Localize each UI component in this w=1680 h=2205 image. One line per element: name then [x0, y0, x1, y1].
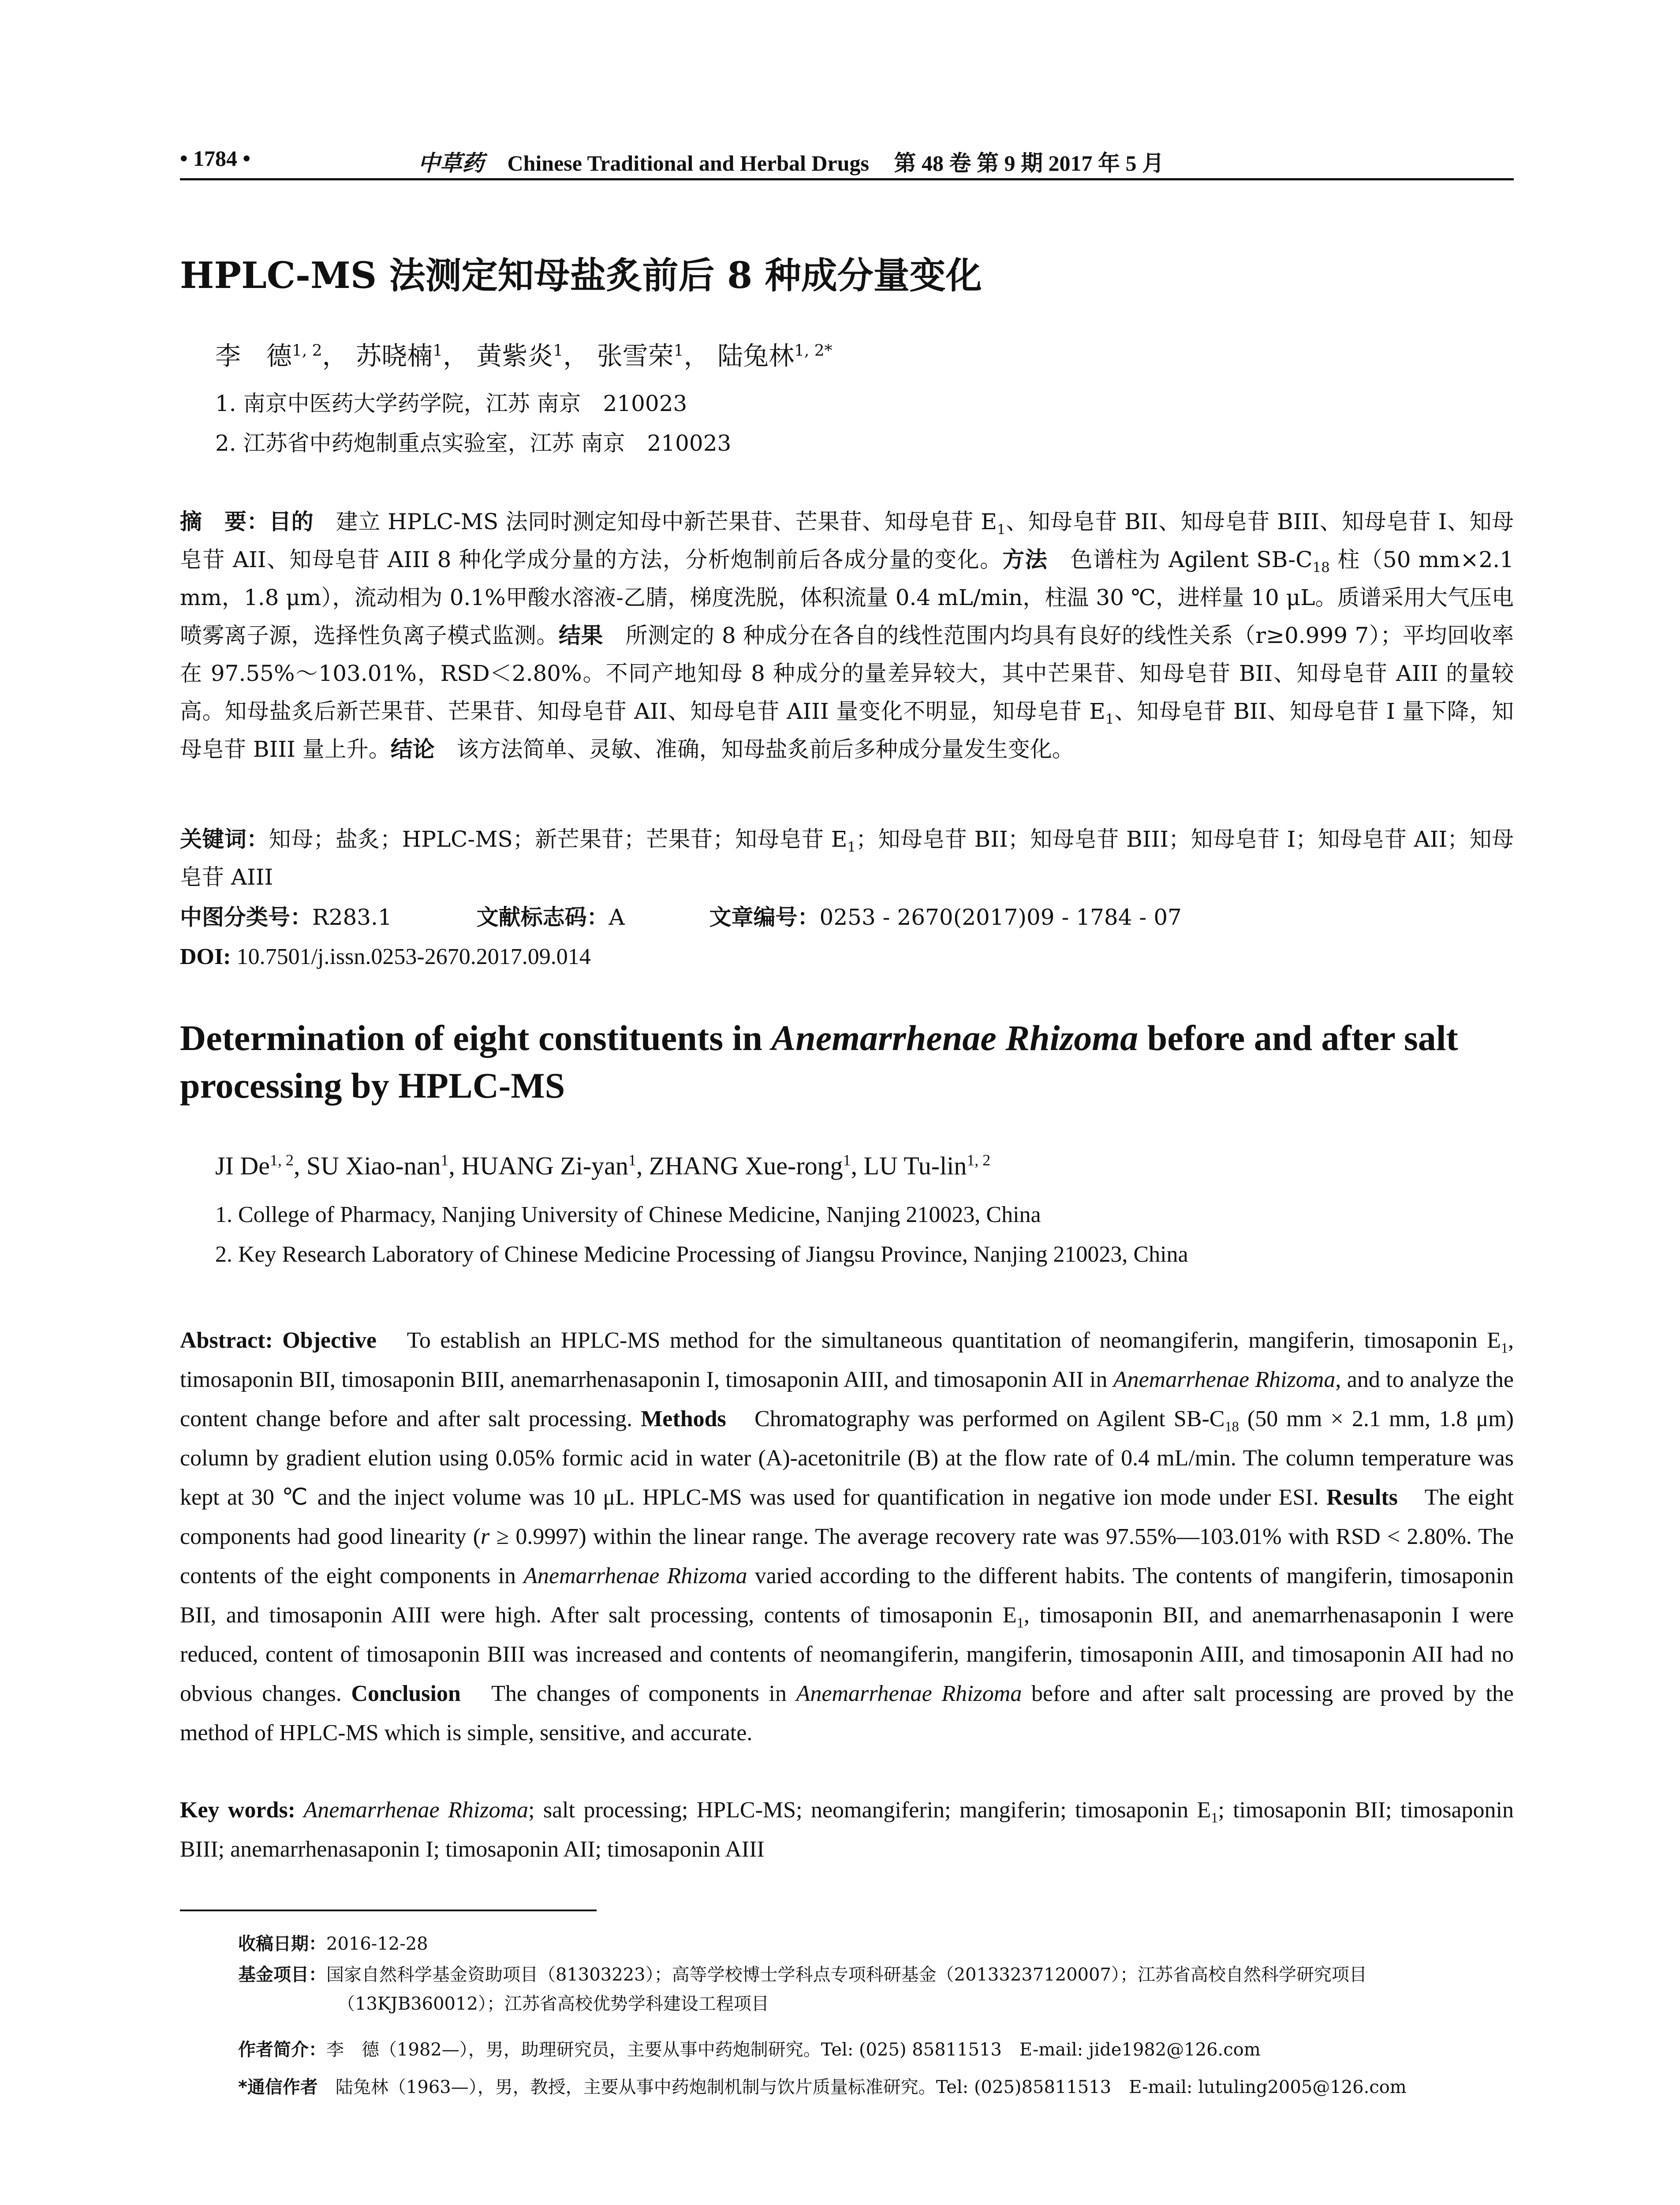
en-author: LU Tu-lin [863, 1151, 967, 1180]
en-italic-term: Anemarrhenae Rhizoma [796, 1681, 1022, 1706]
en-title-italic: Anemarrhenae Rhizoma [771, 1018, 1139, 1058]
clc-value: R283.1 [312, 904, 392, 930]
cn-author: 苏晓楠 [356, 341, 433, 371]
subscript: 1 [1016, 1615, 1024, 1631]
journal-line [418, 146, 1164, 177]
en-results-text-4: , timosaponin BII, and anemarrhenasaponin I were reduced, content of timosaponin BIII was increased and contents of neomangiferin, mangiferin, timosaponin AIII, and timosaponin AII had no obvious changes. [180, 1603, 1514, 1706]
fund-value: 国家自然科学基金资助项目（81303223）；高等学校博士学科点专项科研基金（20133237120007）；江苏省高校自然科学研究项目（13KJB360012）；江苏省高校优势学科建设工程项目 [326, 1965, 1367, 2014]
received-value: 2016-12-28 [326, 1934, 428, 1954]
en-results-text-3: varied according to the different habits. The contents of mangiferin, timosaponin BII, and timosaponin AIII were high. After salt processing, contents of timosaponin E [180, 1563, 1514, 1628]
author-bio-value: 李 德（1982—），男，助理研究员，主要从事中药炮制研究。Tel: (025) 85811513 E-mail: jide1982@126.com [326, 2040, 1261, 2060]
en-author: JI De [215, 1151, 270, 1180]
footnote-rule [180, 1910, 597, 1911]
subscript: 1 [1501, 1340, 1508, 1356]
cn-author: 黄紫炎 [476, 341, 553, 371]
en-methods-label: Methods [641, 1406, 726, 1431]
en-results-text: The eight components had good linearity ( [180, 1485, 1514, 1549]
cn-methods-text: 色谱柱为 Agilent SB-C [1048, 547, 1313, 572]
article-no-label: 文章编号： [709, 904, 820, 930]
doi-value: 10.7501/j.issn.0253-2670.2017.09.014 [231, 944, 591, 969]
journal-name-en: Chinese Traditional and Herbal Drugs [507, 151, 869, 176]
cn-keywords-label: 关键词： [180, 826, 269, 852]
cn-keywords [180, 820, 1514, 896]
cn-author-sup: 1 [433, 341, 443, 360]
author-bio-label: 作者简介： [238, 2040, 326, 2060]
cn-conclusion-text: 该方法简单、灵敏、准确，知母盐炙前后多种成分量发生变化。 [434, 736, 1074, 762]
cn-methods-text-2: 柱（50 mm×2.1 mm，1.8 μm），流动相为 0.1%甲酸水溶液-乙腈，梯度洗脱，体积流量 0.4 mL/min，柱温 30 ℃，进样量 10 μL。质谱采用大气压电喷雾离子源，选择性负离子模式监测。 [180, 547, 1514, 648]
cn-authors: 李 德$^{1, 2}$， 苏晓楠$^1$， 黄紫炎$^1$， 张雪荣$^1$， 陆兔林$^{1, 2*}$ [215, 341, 833, 371]
cn-author-sup: 1, 2* [794, 341, 833, 360]
en-abstract-label: Abstract: Objective [180, 1328, 377, 1353]
header-rule [180, 178, 1514, 180]
en-objective-text: To establish an HPLC-MS method for the simultaneous quantitation of neomangiferin, mangiferin, timosaponin E [376, 1328, 1501, 1353]
en-author-sup: 1 [441, 1151, 449, 1169]
running-header [180, 140, 1520, 180]
en-author-sup: 1 [843, 1151, 851, 1169]
en-author-sup: 1 [628, 1151, 636, 1169]
journal-issue: 第 48 卷 第 9 期 2017 年 5 月 [894, 151, 1164, 176]
cn-title: HPLC-MS 法测定知母盐炙前后 8 种成分量变化 [180, 254, 982, 297]
corresponding-value: 陆兔林（1963—），男，教授，主要从事中药炮制机制与饮片质量标准研究。Tel: (025)85811513 E-mail: lutuling2005@126.com [317, 2077, 1407, 2097]
en-objective-text-3: , and to analyze the content change before and after salt processing. [180, 1367, 1514, 1431]
cn-results-text-2: 、知母皂苷 BII、知母皂苷 I 量下降，知母皂苷 BIII 量上升。 [180, 699, 1514, 762]
en-conclusion-label: Conclusion [351, 1681, 461, 1706]
en-authors: JI De$^{1, 2}$, SU Xiao-nan$^1$, HUANG Zi-yan$^1$, ZHANG Xue-rong$^1$, LU Tu-lin$^{1, 2}$ [215, 1151, 991, 1180]
cn-classification-line [180, 900, 1514, 935]
cn-objective-text-2: 、知母皂苷 BII、知母皂苷 BIII、知母皂苷 I、知母皂苷 AII、知母皂苷 AIII 8 种化学成分量的方法，分析炮制前后各成分量的变化。 [180, 509, 1514, 572]
en-methods-text: Chromatography was performed on Agilent SB-C [726, 1406, 1225, 1431]
en-keywords [180, 1790, 1514, 1869]
en-conclusion-text-2: before and after salt processing are proved by the method of HPLC-MS which is simple, sensitive, and accurate. [180, 1681, 1514, 1745]
cn-results-label: 结果 [558, 623, 603, 648]
cn-author: 张雪荣 [597, 341, 674, 371]
cn-conclusion-label: 结论 [390, 736, 435, 762]
footnote-received [238, 1929, 1517, 1958]
subscript: 1 [997, 522, 1006, 538]
doc-code-value: A [609, 904, 625, 930]
en-italic-term: Anemarrhenae Rhizoma [295, 1798, 528, 1823]
en-objective-text-2: , timosaponin BII, timosaponin BIII, anemarrhenasaponin I, timosaponin AIII, and timosaponin AII in [180, 1328, 1514, 1392]
cn-author: 陆兔林 [717, 341, 795, 371]
en-keywords-text-2: ; timosaponin BII; timosaponin BIII; anemarrhenasaponin I; timosaponin AII; timosaponin AIII [180, 1798, 1514, 1862]
cn-author: 李 德 [215, 341, 292, 371]
cn-abstract-label: 摘 要： [180, 509, 269, 534]
cn-objective-label: 目的 [269, 509, 314, 534]
en-author-sup: 1, 2 [967, 1151, 991, 1169]
en-keywords-text: ; salt processing; HPLC-MS; neomangiferin; mangiferin; timosaponin E [528, 1798, 1211, 1823]
fund-label: 基金项目： [238, 1965, 326, 1985]
subscript: 18 [1312, 560, 1330, 576]
subscript: 1 [1105, 711, 1114, 727]
corresponding-label: *通信作者 [238, 2077, 318, 2097]
en-methods-text-2: (50 mm × 2.1 mm, 1.8 μm) column by gradient elution using 0.05% formic acid in water (A)-acetonitrile (B) at the flow rate of 0.4 mL/min. The column temperature was kept at 30 ℃ and the inject volume was 10 μL. HPLC-MS was used for quantification in negative ion mode under ESI. [180, 1406, 1514, 1510]
subscript: 18 [1225, 1418, 1239, 1435]
subscript: 1 [1211, 1809, 1218, 1826]
en-affiliation-1: 1. College of Pharmacy, Nanjing University of Chinese Medicine, Nanjing 210023, China [215, 1202, 1041, 1227]
en-title [180, 1014, 1514, 1110]
cn-affiliation-2: 2. 江苏省中药炮制重点实验室，江苏 南京 210023 [215, 430, 732, 456]
received-label: 收稿日期： [238, 1934, 326, 1954]
clc-label: 中图分类号： [180, 904, 312, 930]
en-italic-term: Anemarrhenae Rhizoma [1113, 1367, 1336, 1392]
cn-abstract [180, 503, 1514, 768]
cn-keywords-text: 知母；盐炙；HPLC-MS；新芒果苷；芒果苷；知母皂苷 E [269, 826, 847, 852]
en-author: HUANG Zi-yan [461, 1151, 628, 1180]
subscript: 1 [847, 839, 856, 855]
en-conclusion-text: The changes of components in [460, 1681, 796, 1706]
en-italic-term: Anemarrhenae Rhizoma [523, 1563, 747, 1588]
journal-name-cn: 中草药 [418, 151, 484, 176]
en-results-text-2: ≥ 0.9997) within the linear range. The average recovery rate was 97.55%—103.01% with RSD < 2.80%. The contents of the eight components in [180, 1524, 1514, 1588]
doi-label: DOI: [180, 944, 231, 969]
cn-author-sup: 1, 2 [292, 341, 322, 360]
doc-code-label: 文献标志码： [476, 904, 609, 930]
footnote-corresponding [238, 2073, 1517, 2102]
en-abstract [180, 1321, 1514, 1753]
en-author: SU Xiao-nan [306, 1151, 441, 1180]
cn-author-sup: 1 [673, 341, 684, 360]
en-author: ZHANG Xue-rong [649, 1151, 843, 1180]
en-title-part: before and after salt processing by HPLC-MS [180, 1018, 1458, 1106]
cn-keywords-text-2: ；知母皂苷 BII；知母皂苷 BIII；知母皂苷 I；知母皂苷 AII；知母皂苷 AIII [180, 826, 1514, 890]
article-no-value: 0253 - 2670(2017)09 - 1784 - 07 [819, 904, 1182, 930]
en-affiliation-2: 2. Key Research Laboratory of Chinese Medicine Processing of Jiangsu Province, Nanjing 210023, China [215, 1242, 1188, 1267]
en-keywords-label: Key words: [180, 1798, 296, 1823]
cn-author-sup: 1 [553, 341, 564, 360]
cn-results-text: 所测定的 8 种成分在各自的线性范围内均具有良好的线性关系（r≥0.999 7）；平均回收率在 97.55%～103.01%，RSD＜2.80%。不同产地知母 8 种成分的量差异较大，其中芒果苷、知母皂苷 BII、知母皂苷 AIII 的量较高。知母盐炙后新芒果苷、芒果苷、知母皂苷 AII、知母皂苷 AIII 量变化不明显，知母皂苷 E [180, 623, 1514, 724]
en-title-part: Determination of eight constituents in [180, 1018, 772, 1058]
cn-methods-label: 方法 [1002, 547, 1048, 572]
cn-objective-text: 建立 HPLC-MS 法同时测定知母中新芒果苷、芒果苷、知母皂苷 E [314, 509, 997, 534]
en-italic-r: r [481, 1524, 490, 1549]
en-author-sup: 1, 2 [270, 1151, 294, 1169]
cn-affiliation-1: 1. 南京中医药大学药学院，江苏 南京 210023 [215, 391, 687, 416]
en-results-label: Results [1326, 1485, 1398, 1510]
footnote-author [238, 2035, 1517, 2064]
page-number: • 1784 • [180, 146, 251, 171]
doi-line [180, 939, 1514, 975]
footnote-fund [238, 1960, 1528, 2018]
